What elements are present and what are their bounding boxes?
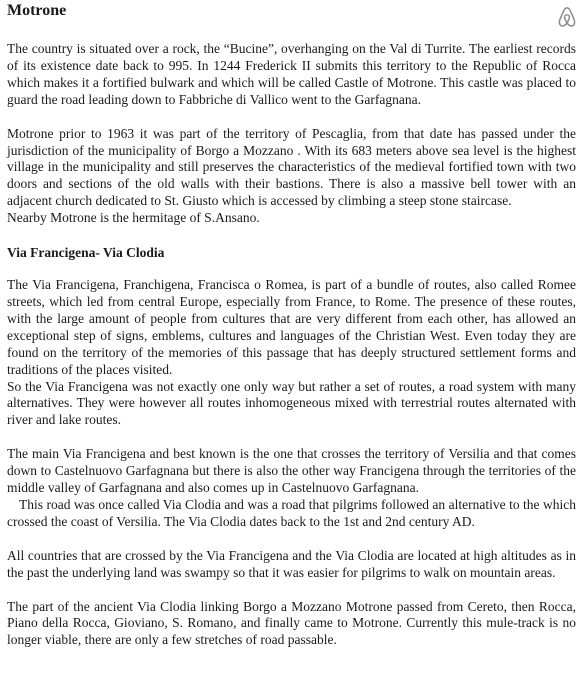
section-paragraph-2: So the Via Francigena was not exactly one only way but rather a set of routes, a road system with many alternatives. They were however all routes inhomogeneous mixed with terrestrial routes alternated with river and lake routes. <box>7 378 576 428</box>
page-title: Motrone <box>7 2 67 19</box>
airbnb-logo-icon <box>556 4 578 30</box>
section-paragraph-1: The Via Francigena, Franchigena, Francisca o Romea, is part of a bundle of routes, also called Romee streets, which led from central Europe, especially from France, to Rome. The presence of these routes, with the large amount of people from cultures that are very different from each other, has allowed an exceptional step of signs, emblems, cultures and languages of the Christian West. Even today they are found on the territory of the memories of this passage that has deeply structured settlement forms and traditions of the places visited. <box>7 277 576 377</box>
section-paragraph-3: The main Via Francigena and best known is the one that crosses the territory of Versilia and that comes down to Castelnuovo Garfagnana but there is also the other way Francigena through the territories of the middle valley of Garfagnana and also comes up in Castelnuovo Garfagnana. <box>7 446 576 496</box>
section-paragraph-4: This road was once called Via Clodia and was a road that pilgrims followed an alternative to the which crossed the coast of Versilia. The Via Clodia dates back to the 1st and 2nd century AD. <box>7 496 576 529</box>
intro-paragraph-2: Motrone prior to 1963 it was part of the territory of Pescaglia, from that date has passed under the jurisdiction of the municipality of Borgo a Mozzano . With its 683 meters above sea level is the highest village in the municipality and still preserves the characteristics of the medieval fortified town with two doors and sections of the old walls with their bastions. There is also a massive bell tower with an adjacent church dedicated to St. Giusto which is accessed by climbing a steep stone staircase. <box>7 125 576 209</box>
intro-paragraph-3: Nearby Motrone is the hermitage of S.Ansano. <box>7 210 260 226</box>
intro-paragraph-1: The country is situated over a rock, the “Bucine”, overhanging on the Val di Turrite. The earliest records of its existence date back to 995. In 1244 Frederick II submits this territory to the Republic of Rocca which makes it a fortified bulwark and which will be called Castle of Motrone. This castle was placed to guard the road leading down to Fabbriche di Vallico went to the Garfagnana. <box>7 41 576 107</box>
section-paragraph-6: The part of the ancient Via Clodia linking Borgo a Mozzano Motrone passed from Cereto, then Rocca, Piano della Rocca, Gioviano, S. Romano, and finally came to Motrone. Currently this mule-track is no longer viable, there are only a few stretches of road passable. <box>7 598 576 648</box>
section-heading: Via Francigena- Via Clodia <box>7 245 165 261</box>
section-paragraph-5: All countries that are crossed by the Via Francigena and the Via Clodia are located at high altitudes as in the past the underlying land was swampy so that it was easier for pilgrims to walk on mountain areas. <box>7 547 576 580</box>
